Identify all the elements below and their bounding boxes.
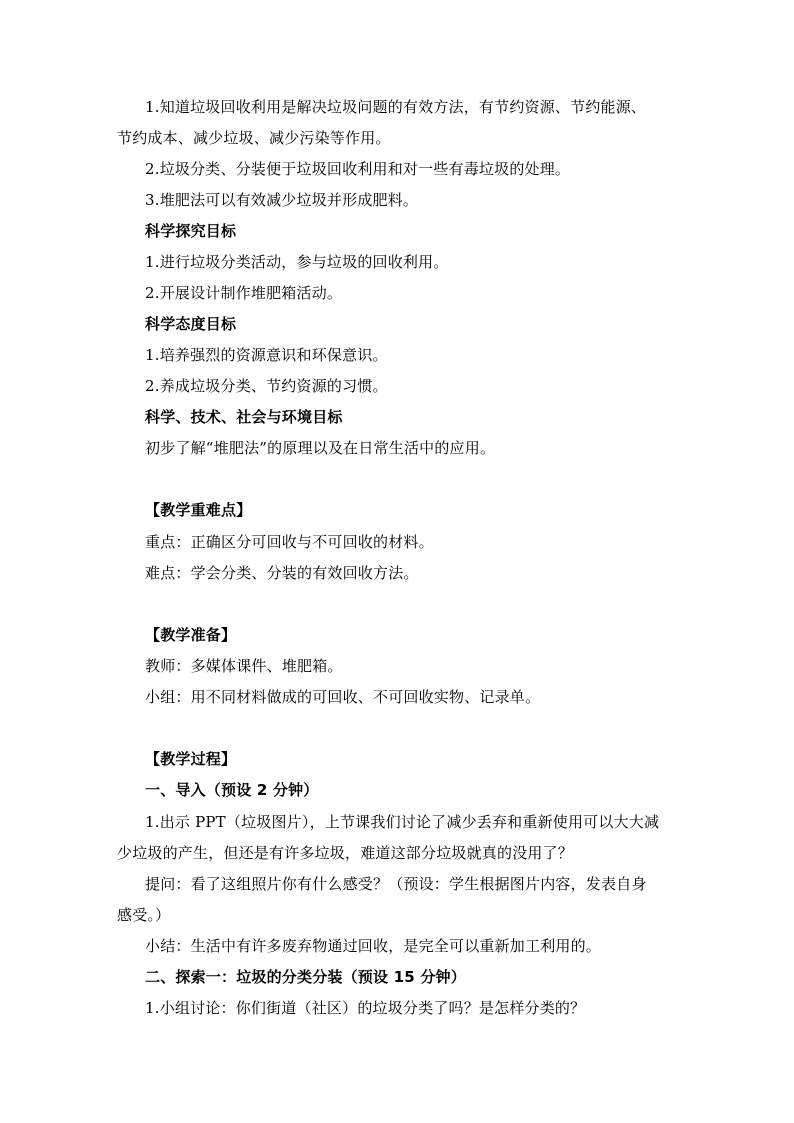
explore-section-heading: 二、探索一：垃圾的分类分装（预设 15 分钟） xyxy=(145,968,466,986)
inquiry-goal-1: 1.进行垃圾分类活动，参与垃圾的回收利用。 xyxy=(145,253,449,271)
inquiry-goals-heading: 科学探究目标 xyxy=(145,222,237,240)
inquiry-goal-2: 2.开展设计制作堆肥箱活动。 xyxy=(145,284,343,302)
intro-section-heading: 一、导入（预设 2 分钟） xyxy=(145,781,319,799)
preparation-teacher: 教师：多媒体课件、堆肥箱。 xyxy=(145,657,343,675)
intro-summary: 小结：生活中有许多废弃物通过回收，是完全可以重新加工利用的。 xyxy=(145,937,602,955)
preparation-group: 小组：用不同材料做成的可回收、不可回收实物、记录单。 xyxy=(145,688,541,706)
stse-goals-heading: 科学、技术、社会与环境目标 xyxy=(145,408,343,426)
attitude-goal-2: 2.养成垃圾分类、节约资源的习惯。 xyxy=(145,377,388,395)
intro-paragraph-2-line-1: 提问：看了这组照片你有什么感受？（预设：学生根据图片内容，发表自身 xyxy=(145,875,647,893)
knowledge-goal-1-line-2: 节约成本、减少垃圾、减少污染等作用。 xyxy=(117,129,391,147)
key-point-focus: 重点：正确区分可回收与不可回收的材料。 xyxy=(145,533,434,551)
stse-goal-text: 初步了解“堆肥法”的原理以及在日常生活中的应用。 xyxy=(145,439,496,457)
knowledge-goal-3: 3.堆肥法可以有效减少垃圾并形成肥料。 xyxy=(145,191,419,209)
preparation-heading: 【教学准备】 xyxy=(145,626,237,644)
knowledge-goal-1-line-1: 1.知道垃圾回收利用是解决垃圾问题的有效方法，有节约资源、节约能源、 xyxy=(145,98,647,116)
attitude-goals-heading: 科学态度目标 xyxy=(145,315,237,333)
process-heading: 【教学过程】 xyxy=(145,750,237,768)
key-points-heading: 【教学重难点】 xyxy=(145,501,252,519)
intro-paragraph-1-line-2: 少垃圾的产生，但还是有许多垃圾，难道这部分垃圾就真的没用了？ xyxy=(117,844,574,862)
attitude-goal-1: 1.培养强烈的资源意识和环保意识。 xyxy=(145,346,388,364)
intro-paragraph-1-line-1: 1.出示 PPT（垃圾图片），上节课我们讨论了减少丢弃和重新使用可以大大减 xyxy=(145,813,660,831)
knowledge-goal-2: 2.垃圾分类、分装便于垃圾回收利用和对一些有毒垃圾的处理。 xyxy=(145,160,571,178)
explore-paragraph-1: 1.小组讨论：你们街道（社区）的垃圾分类了吗？是怎样分类的？ xyxy=(145,999,586,1017)
intro-paragraph-2-line-2: 感受。） xyxy=(117,906,171,924)
key-point-difficulty: 难点：学会分类、分装的有效回收方法。 xyxy=(145,564,419,582)
